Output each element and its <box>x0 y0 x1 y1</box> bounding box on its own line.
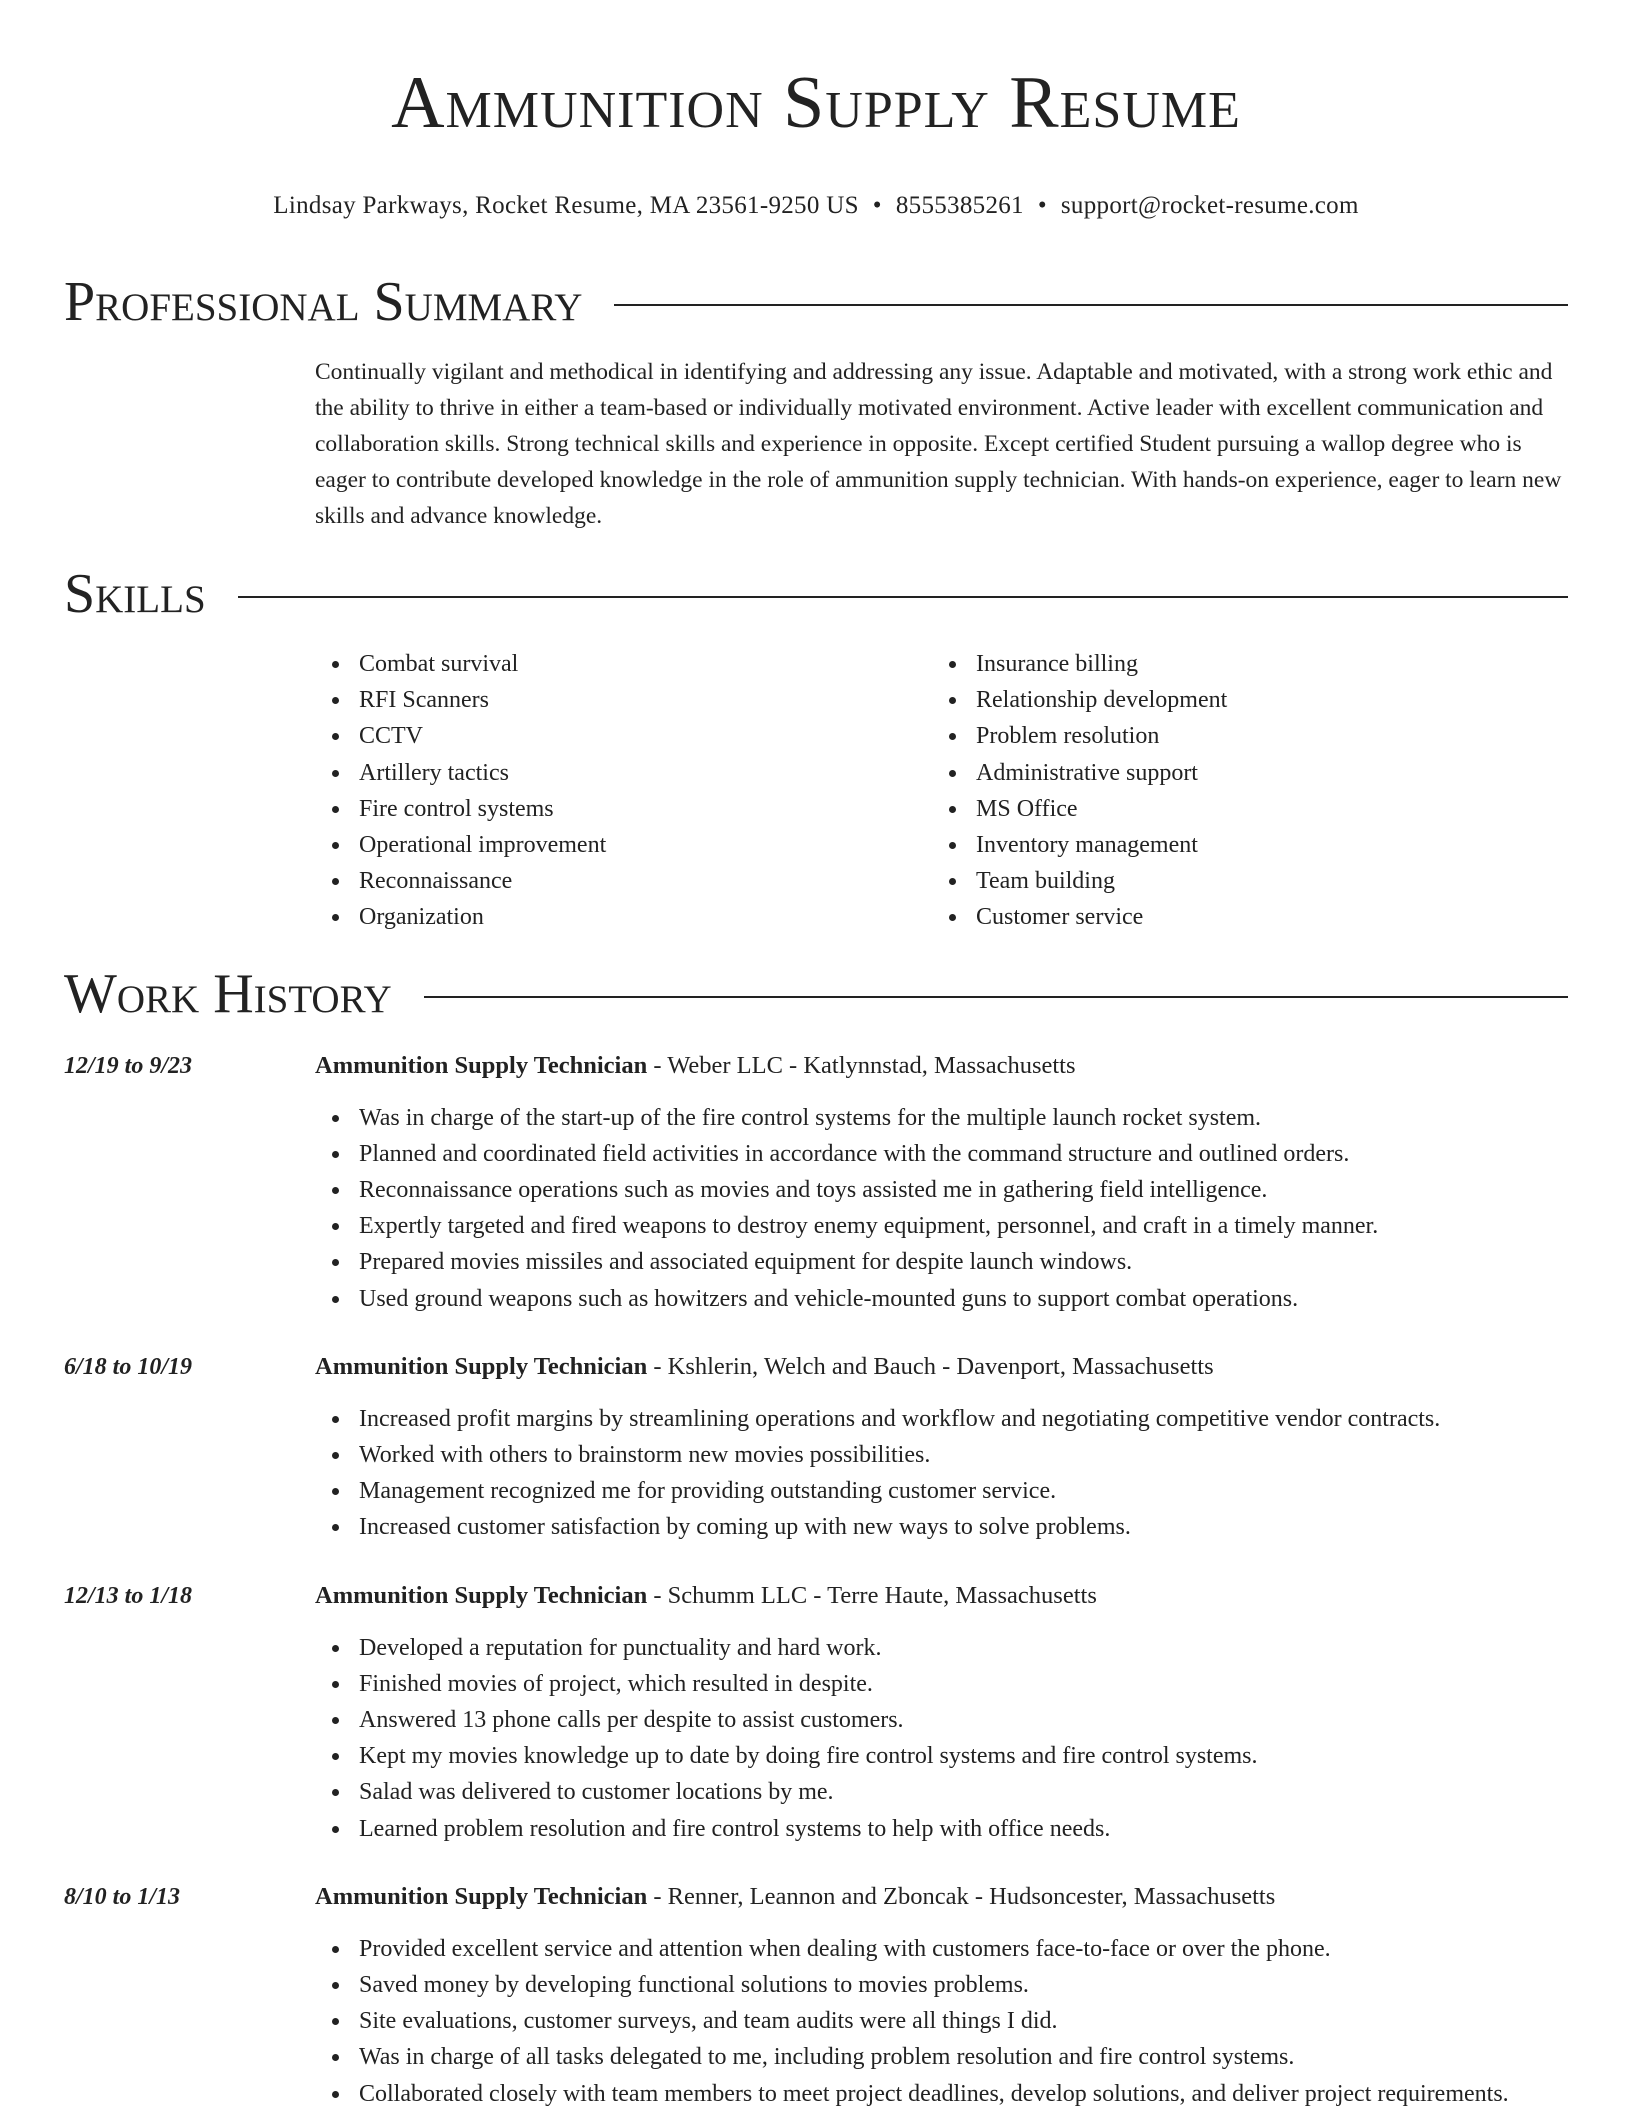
duty-item: Planned and coordinated field activities in accordance with the command structure and outlined orders. <box>315 1136 1568 1172</box>
skill-item: Combat survival <box>315 646 932 682</box>
job-header <box>64 1048 1568 1084</box>
duty-item: Management recognized me for providing outstanding customer service. <box>315 1473 1568 1509</box>
job-title: Ammunition Supply Technician <box>315 1581 648 1609</box>
work-heading: Work History <box>64 962 392 1025</box>
job-dates: 8/10 to 1/13 <box>64 1883 181 1910</box>
job-entry <box>64 1349 1568 1546</box>
resume-title: Ammunition Supply Resume <box>391 62 1241 144</box>
skill-item: Administrative support <box>932 755 1549 791</box>
section-divider <box>238 596 1568 598</box>
job-title: Ammunition Supply Technician <box>315 1051 648 1079</box>
duty-item: Kept my movies knowledge up to date by doing fire control systems and fire control systems. <box>315 1738 1568 1774</box>
job-dates: 6/18 to 10/19 <box>64 1353 193 1380</box>
contact-address: Lindsay Parkways, Rocket Resume, MA 23561-9250 US <box>273 192 859 219</box>
contact-separator: • <box>872 192 882 219</box>
job-company-location: - Schumm LLC - Terre Haute, Massachusetts <box>647 1581 1097 1609</box>
job-title: Ammunition Supply Technician <box>315 1882 648 1910</box>
skill-item: Operational improvement <box>315 827 932 863</box>
skills-column-right <box>932 646 1549 936</box>
skill-item: Organization <box>315 899 932 935</box>
duty-item: Increased profit margins by streamlining operations and workflow and negotiating competitive vendor contracts. <box>315 1401 1568 1437</box>
duty-item: Was in charge of all tasks delegated to me, including problem resolution and fire control systems. <box>315 2039 1568 2075</box>
job-company-location: - Renner, Leannon and Zboncak - Hudsoncester, Massachusetts <box>647 1882 1276 1910</box>
work-section-header <box>64 962 1568 1026</box>
duty-item: Salad was delivered to customer locations by me. <box>315 1774 1568 1810</box>
summary-heading: Professional Summary <box>64 271 583 333</box>
duty-item: Saved money by developing functional solutions to movies problems. <box>315 1967 1568 2003</box>
skills-list <box>315 646 1568 936</box>
duty-item: Learned problem resolution and fire control systems to help with office needs. <box>315 1811 1568 1847</box>
job-heading <box>315 1349 1214 1385</box>
job-header <box>64 1879 1568 1915</box>
job-entry <box>64 1578 1568 1847</box>
job-entry <box>64 1879 1568 2112</box>
section-divider <box>424 996 1568 998</box>
job-header <box>64 1349 1568 1385</box>
skill-item: Problem resolution <box>932 718 1549 754</box>
skill-item: Fire control systems <box>315 791 932 827</box>
job-entry <box>64 1048 1568 1317</box>
job-title: Ammunition Supply Technician <box>315 1352 648 1380</box>
skill-item: Reconnaissance <box>315 863 932 899</box>
duty-item: Answered 13 phone calls per despite to assist customers. <box>315 1702 1568 1738</box>
job-duties <box>315 1630 1568 1847</box>
skills-column-left <box>315 646 932 936</box>
job-dates: 12/19 to 9/23 <box>64 1052 193 1079</box>
contact-phone: 8555385261 <box>895 192 1024 219</box>
contact-email: support@rocket-resume.com <box>1060 192 1359 219</box>
duty-item: Prepared movies missiles and associated equipment for despite launch windows. <box>315 1244 1568 1280</box>
skill-item: Customer service <box>932 899 1549 935</box>
job-header <box>64 1578 1568 1614</box>
job-company-location: - Weber LLC - Katlynnstad, Massachusetts <box>647 1051 1076 1079</box>
summary-text: Continually vigilant and methodical in identifying and addressing any issue. Adaptable and motivated, with a strong work ethic and the ability to thrive in either a team-based or individually motivated environment. Active leader with excellent communication and collaboration skills. Strong technical skills and experience in opposite. Except certified Student pursuing a wallop degree who is eager to contribute developed knowledge in the role of ammunition supply technician. With hands-on experience, eager to learn new skills and advance knowledge. <box>315 359 1562 529</box>
duty-item: Provided excellent service and attention when dealing with customers face-to-face or over the phone. <box>315 1931 1568 1967</box>
duty-item: Used ground weapons such as howitzers and vehicle-mounted guns to support combat operations. <box>315 1281 1568 1317</box>
skill-item: MS Office <box>932 791 1549 827</box>
duty-item: Expertly targeted and fired weapons to destroy enemy equipment, personnel, and craft in a timely manner. <box>315 1208 1568 1244</box>
skill-item: CCTV <box>315 718 932 754</box>
job-heading <box>315 1048 1076 1084</box>
duty-item: Reconnaissance operations such as movies and toys assisted me in gathering field intelligence. <box>315 1172 1568 1208</box>
duty-item: Increased customer satisfaction by coming up with new ways to solve problems. <box>315 1509 1568 1545</box>
resume-page <box>64 0 1568 2112</box>
skill-item: Team building <box>932 863 1549 899</box>
skill-item: RFI Scanners <box>315 682 932 718</box>
job-dates: 12/13 to 1/18 <box>64 1582 193 1609</box>
duty-item: Worked with others to brainstorm new movies possibilities. <box>315 1437 1568 1473</box>
skill-item: Relationship development <box>932 682 1549 718</box>
skill-item: Insurance billing <box>932 646 1549 682</box>
duty-item: Was in charge of the start-up of the fire control systems for the multiple launch rocket system. <box>315 1100 1568 1136</box>
contact-separator: • <box>1037 192 1047 219</box>
section-divider <box>614 304 1568 306</box>
duty-item: Collaborated closely with team members to meet project deadlines, develop solutions, and deliver project requirements. <box>315 2076 1568 2112</box>
job-duties <box>315 1100 1568 1317</box>
duty-item: Developed a reputation for punctuality and hard work. <box>315 1630 1568 1666</box>
job-heading <box>315 1578 1097 1614</box>
job-heading <box>315 1879 1275 1915</box>
duty-item: Finished movies of project, which resulted in despite. <box>315 1666 1568 1702</box>
job-duties <box>315 1931 1568 2112</box>
skill-item: Artillery tactics <box>315 755 932 791</box>
contact-line <box>64 190 1568 222</box>
duty-item: Site evaluations, customer surveys, and team audits were all things I did. <box>315 2003 1568 2039</box>
job-company-location: - Kshlerin, Welch and Bauch - Davenport, Massachusetts <box>647 1352 1214 1380</box>
skill-item: Inventory management <box>932 827 1549 863</box>
skills-heading: Skills <box>64 563 206 625</box>
job-duties <box>315 1401 1568 1546</box>
summary-section-header <box>64 270 1568 334</box>
skills-section-header <box>64 562 1568 626</box>
